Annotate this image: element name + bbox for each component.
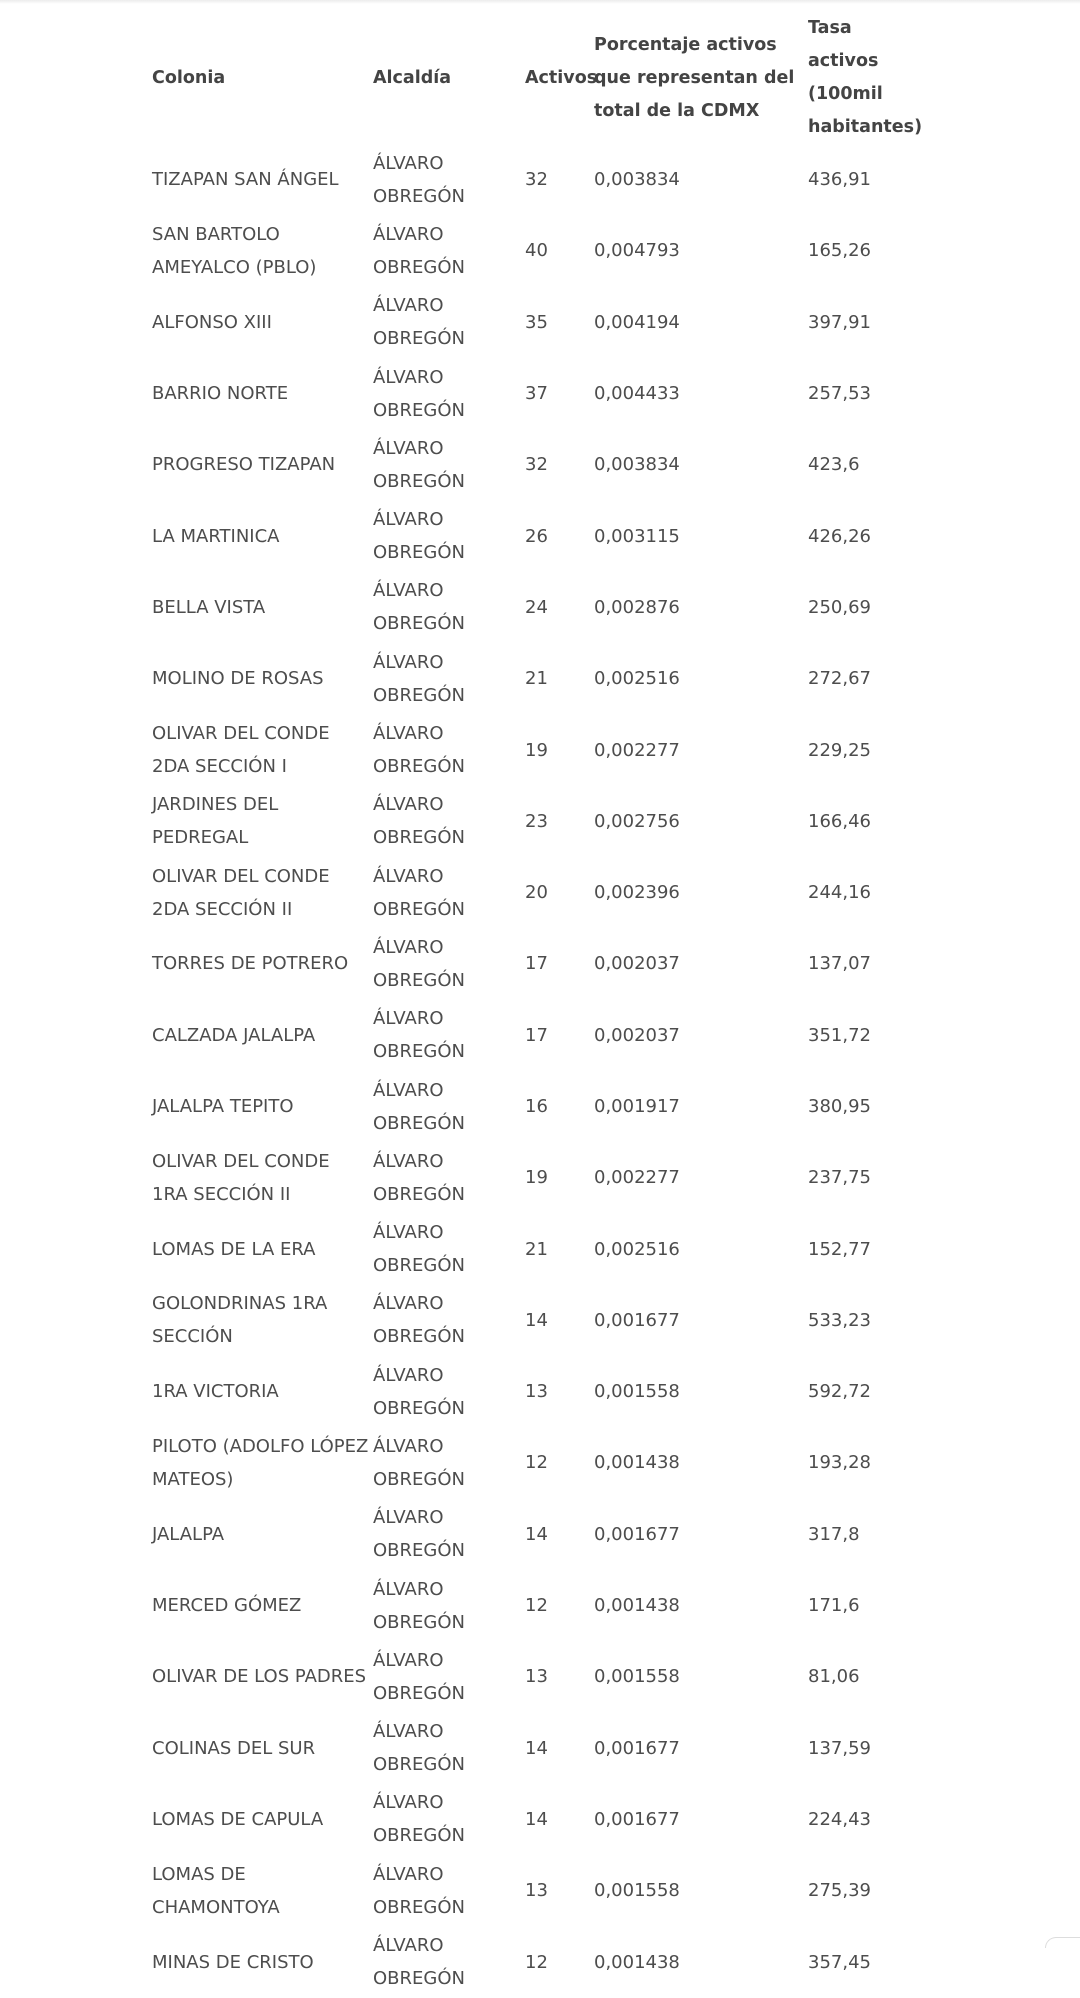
table-row [152, 714, 922, 785]
cell-alcaldia: ÁLVARO OBREGÓN [373, 223, 465, 278]
cell-activos: 19 [525, 739, 548, 761]
cell-tasa: 137,59 [808, 1737, 871, 1759]
header-porcentaje: Porcentaje activos que representan del total de la CDMX [594, 34, 795, 121]
data-table [152, 12, 922, 1998]
cell-alcaldia: ÁLVARO OBREGÓN [373, 1935, 465, 1990]
cell-tasa: 592,72 [808, 1381, 871, 1403]
cell-tasa: 272,67 [808, 668, 871, 690]
cell-tasa: 137,07 [808, 953, 871, 975]
cell-alcaldia: ÁLVARO OBREGÓN [373, 1578, 465, 1633]
table-row [152, 358, 922, 429]
cell-colonia: TORRES DE POTRERO [152, 953, 349, 975]
cell-porcentaje: 0,002516 [594, 1238, 680, 1260]
cell-alcaldia: ÁLVARO OBREGÓN [373, 936, 465, 991]
cell-tasa: 244,16 [808, 882, 871, 904]
cell-tasa: 166,46 [808, 810, 871, 832]
cell-activos: 19 [525, 1167, 548, 1189]
cell-tasa: 171,6 [808, 1595, 860, 1617]
cell-porcentaje: 0,002037 [594, 953, 680, 975]
table-row [152, 1285, 922, 1356]
cell-alcaldia: ÁLVARO OBREGÓN [373, 1222, 465, 1277]
cell-porcentaje: 0,002277 [594, 1167, 680, 1189]
cell-tasa: 423,6 [808, 454, 860, 476]
cell-tasa: 317,8 [808, 1523, 860, 1545]
cell-colonia: COLINAS DEL SUR [152, 1737, 316, 1759]
table-row [152, 500, 922, 571]
cell-alcaldia: ÁLVARO OBREGÓN [373, 295, 465, 350]
table-row [152, 1926, 922, 1997]
cell-alcaldia: ÁLVARO OBREGÓN [373, 509, 465, 564]
cell-porcentaje: 0,001677 [594, 1808, 680, 1830]
cell-tasa: 193,28 [808, 1452, 871, 1474]
cell-colonia: BELLA VISTA [152, 596, 266, 618]
cell-colonia: MERCED GÓMEZ [152, 1595, 302, 1617]
cell-colonia: PROGRESO TIZAPAN [152, 454, 336, 476]
cell-activos: 20 [525, 882, 548, 904]
scroll-corner [1045, 1937, 1080, 1948]
cell-tasa: 275,39 [808, 1880, 871, 1902]
cell-activos: 24 [525, 596, 548, 618]
table-row [152, 1570, 922, 1641]
cell-alcaldia: ÁLVARO OBREGÓN [373, 723, 465, 778]
cell-colonia: JALALPA TEPITO [152, 1096, 294, 1117]
cell-colonia: 1RA VICTORIA [152, 1381, 279, 1403]
cell-activos: 32 [525, 169, 548, 191]
cell-activos: 14 [525, 1523, 548, 1545]
cell-tasa: 250,69 [808, 596, 871, 618]
cell-alcaldia: ÁLVARO OBREGÓN [373, 1364, 465, 1419]
cell-colonia: PILOTO (ADOLFO LÓPEZ MATEOS) [152, 1435, 369, 1490]
table-row [152, 1142, 922, 1213]
header-activos: Activos [525, 67, 598, 88]
cell-tasa: 436,91 [808, 169, 871, 191]
cell-porcentaje: 0,004433 [594, 383, 680, 405]
table-row [152, 643, 922, 714]
cell-activos: 23 [525, 810, 548, 832]
cell-alcaldia: ÁLVARO OBREGÓN [373, 1150, 465, 1205]
header-tasa: Tasa activos (100mil habitantes) [808, 18, 923, 137]
cell-tasa: 81,06 [808, 1666, 860, 1688]
cell-activos: 12 [525, 1595, 548, 1617]
cell-porcentaje: 0,003834 [594, 169, 680, 191]
cell-activos: 40 [525, 240, 548, 262]
cell-colonia: JALALPA [152, 1523, 225, 1545]
cell-porcentaje: 0,002876 [594, 596, 680, 618]
cell-colonia: LA MARTINICA [152, 525, 280, 547]
cell-porcentaje: 0,001438 [594, 1951, 680, 1973]
cell-activos: 17 [525, 953, 548, 975]
table-row [152, 1427, 922, 1498]
cell-alcaldia: ÁLVARO OBREGÓN [373, 651, 465, 706]
table-row [152, 144, 922, 215]
cell-alcaldia: ÁLVARO OBREGÓN [373, 1293, 465, 1348]
cell-alcaldia: ÁLVARO OBREGÓN [373, 794, 465, 849]
table-row [152, 1213, 922, 1284]
table-row [152, 429, 922, 500]
cell-activos: 13 [525, 1880, 548, 1902]
cell-colonia: CALZADA JALALPA [152, 1024, 316, 1046]
header-alcaldia: Alcaldía [373, 67, 452, 88]
cell-activos: 26 [525, 525, 548, 547]
cell-alcaldia: ÁLVARO OBREGÓN [373, 152, 465, 207]
table-row [152, 857, 922, 928]
cell-alcaldia: ÁLVARO OBREGÓN [373, 1649, 465, 1704]
cell-tasa: 224,43 [808, 1808, 871, 1830]
table-row [152, 1000, 922, 1071]
cell-porcentaje: 0,001558 [594, 1666, 680, 1688]
cell-porcentaje: 0,003115 [594, 525, 680, 547]
table-row [152, 786, 922, 857]
cell-tasa: 257,53 [808, 383, 871, 405]
cell-tasa: 152,77 [808, 1238, 871, 1260]
table-row [152, 215, 922, 286]
cell-activos: 14 [525, 1309, 548, 1331]
table-row [152, 1855, 922, 1926]
cell-tasa: 351,72 [808, 1024, 871, 1046]
top-shadow [0, 0, 1080, 4]
cell-colonia: LOMAS DE CAPULA [152, 1808, 324, 1830]
table-row [152, 1784, 922, 1855]
cell-porcentaje: 0,001558 [594, 1880, 680, 1902]
table-row [152, 928, 922, 999]
cell-activos: 14 [525, 1808, 548, 1830]
cell-porcentaje: 0,001438 [594, 1452, 680, 1474]
cell-tasa: 397,91 [808, 311, 871, 333]
cell-porcentaje: 0,002037 [594, 1024, 680, 1046]
cell-colonia: LOMAS DE CHAMONTOYA [152, 1863, 280, 1918]
cell-porcentaje: 0,004194 [594, 311, 680, 333]
cell-tasa: 380,95 [808, 1096, 871, 1117]
cell-porcentaje: 0,002516 [594, 668, 680, 690]
cell-alcaldia: ÁLVARO OBREGÓN [373, 437, 465, 492]
table-row [152, 1641, 922, 1712]
cell-activos: 14 [525, 1737, 548, 1759]
cell-tasa: 357,45 [808, 1951, 871, 1973]
cell-colonia: OLIVAR DEL CONDE 1RA SECCIÓN II [152, 1150, 330, 1205]
table-row [152, 1071, 922, 1142]
cell-porcentaje: 0,001558 [594, 1381, 680, 1403]
cell-colonia: ALFONSO XIII [152, 311, 272, 333]
cell-alcaldia: ÁLVARO OBREGÓN [373, 1507, 465, 1562]
cell-porcentaje: 0,002396 [594, 882, 680, 904]
cell-porcentaje: 0,001677 [594, 1523, 680, 1545]
cell-activos: 12 [525, 1951, 548, 1973]
table-row [152, 1356, 922, 1427]
cell-porcentaje: 0,002277 [594, 739, 680, 761]
cell-activos: 32 [525, 454, 548, 476]
cell-activos: 37 [525, 383, 548, 405]
cell-alcaldia: ÁLVARO OBREGÓN [373, 1863, 465, 1918]
cell-activos: 13 [525, 1666, 548, 1688]
cell-colonia: GOLONDRINAS 1RA SECCIÓN [152, 1293, 328, 1348]
cell-tasa: 533,23 [808, 1309, 871, 1331]
cell-colonia: TIZAPAN SAN ÁNGEL [152, 169, 339, 191]
cell-activos: 17 [525, 1024, 548, 1046]
cell-porcentaje: 0,001917 [594, 1096, 680, 1117]
cell-activos: 13 [525, 1381, 548, 1403]
cell-colonia: OLIVAR DEL CONDE 2DA SECCIÓN I [152, 723, 330, 778]
cell-colonia: OLIVAR DEL CONDE 2DA SECCIÓN II [152, 865, 330, 920]
cell-colonia: OLIVAR DE LOS PADRES [152, 1666, 367, 1688]
cell-activos: 21 [525, 1238, 548, 1260]
cell-tasa: 165,26 [808, 240, 871, 262]
table-body [152, 144, 922, 1998]
cell-porcentaje: 0,003834 [594, 454, 680, 476]
cell-alcaldia: ÁLVARO OBREGÓN [373, 366, 465, 421]
table-row [152, 572, 922, 643]
table-row [152, 1713, 922, 1784]
cell-tasa: 237,75 [808, 1167, 871, 1189]
table-header [152, 12, 922, 144]
header-colonia: Colonia [152, 67, 226, 88]
cell-colonia: JARDINES DEL PEDREGAL [152, 794, 279, 849]
cell-tasa: 229,25 [808, 739, 871, 761]
cell-porcentaje: 0,002756 [594, 810, 680, 832]
cell-activos: 21 [525, 668, 548, 690]
cell-colonia: BARRIO NORTE [152, 383, 289, 405]
cell-activos: 35 [525, 311, 548, 333]
cell-colonia: MOLINO DE ROSAS [152, 668, 324, 690]
cell-alcaldia: ÁLVARO OBREGÓN [373, 1721, 465, 1776]
cell-alcaldia: ÁLVARO OBREGÓN [373, 865, 465, 920]
cell-porcentaje: 0,001677 [594, 1737, 680, 1759]
cell-porcentaje: 0,004793 [594, 240, 680, 262]
cell-tasa: 426,26 [808, 525, 871, 547]
table-row [152, 287, 922, 358]
cell-alcaldia: ÁLVARO OBREGÓN [373, 580, 465, 635]
cell-alcaldia: ÁLVARO OBREGÓN [373, 1435, 465, 1490]
cell-alcaldia: ÁLVARO OBREGÓN [373, 1008, 465, 1063]
table-row [152, 1499, 922, 1570]
cell-activos: 12 [525, 1452, 548, 1474]
header-row [152, 12, 922, 144]
cell-colonia: LOMAS DE LA ERA [152, 1238, 316, 1260]
cell-porcentaje: 0,001677 [594, 1309, 680, 1331]
cell-alcaldia: ÁLVARO OBREGÓN [373, 1792, 465, 1847]
cell-colonia: SAN BARTOLO AMEYALCO (PBLO) [152, 223, 317, 278]
cell-porcentaje: 0,001438 [594, 1595, 680, 1617]
cell-alcaldia: ÁLVARO OBREGÓN [373, 1079, 465, 1134]
cell-activos: 16 [525, 1096, 548, 1117]
cell-colonia: MINAS DE CRISTO [152, 1951, 314, 1973]
